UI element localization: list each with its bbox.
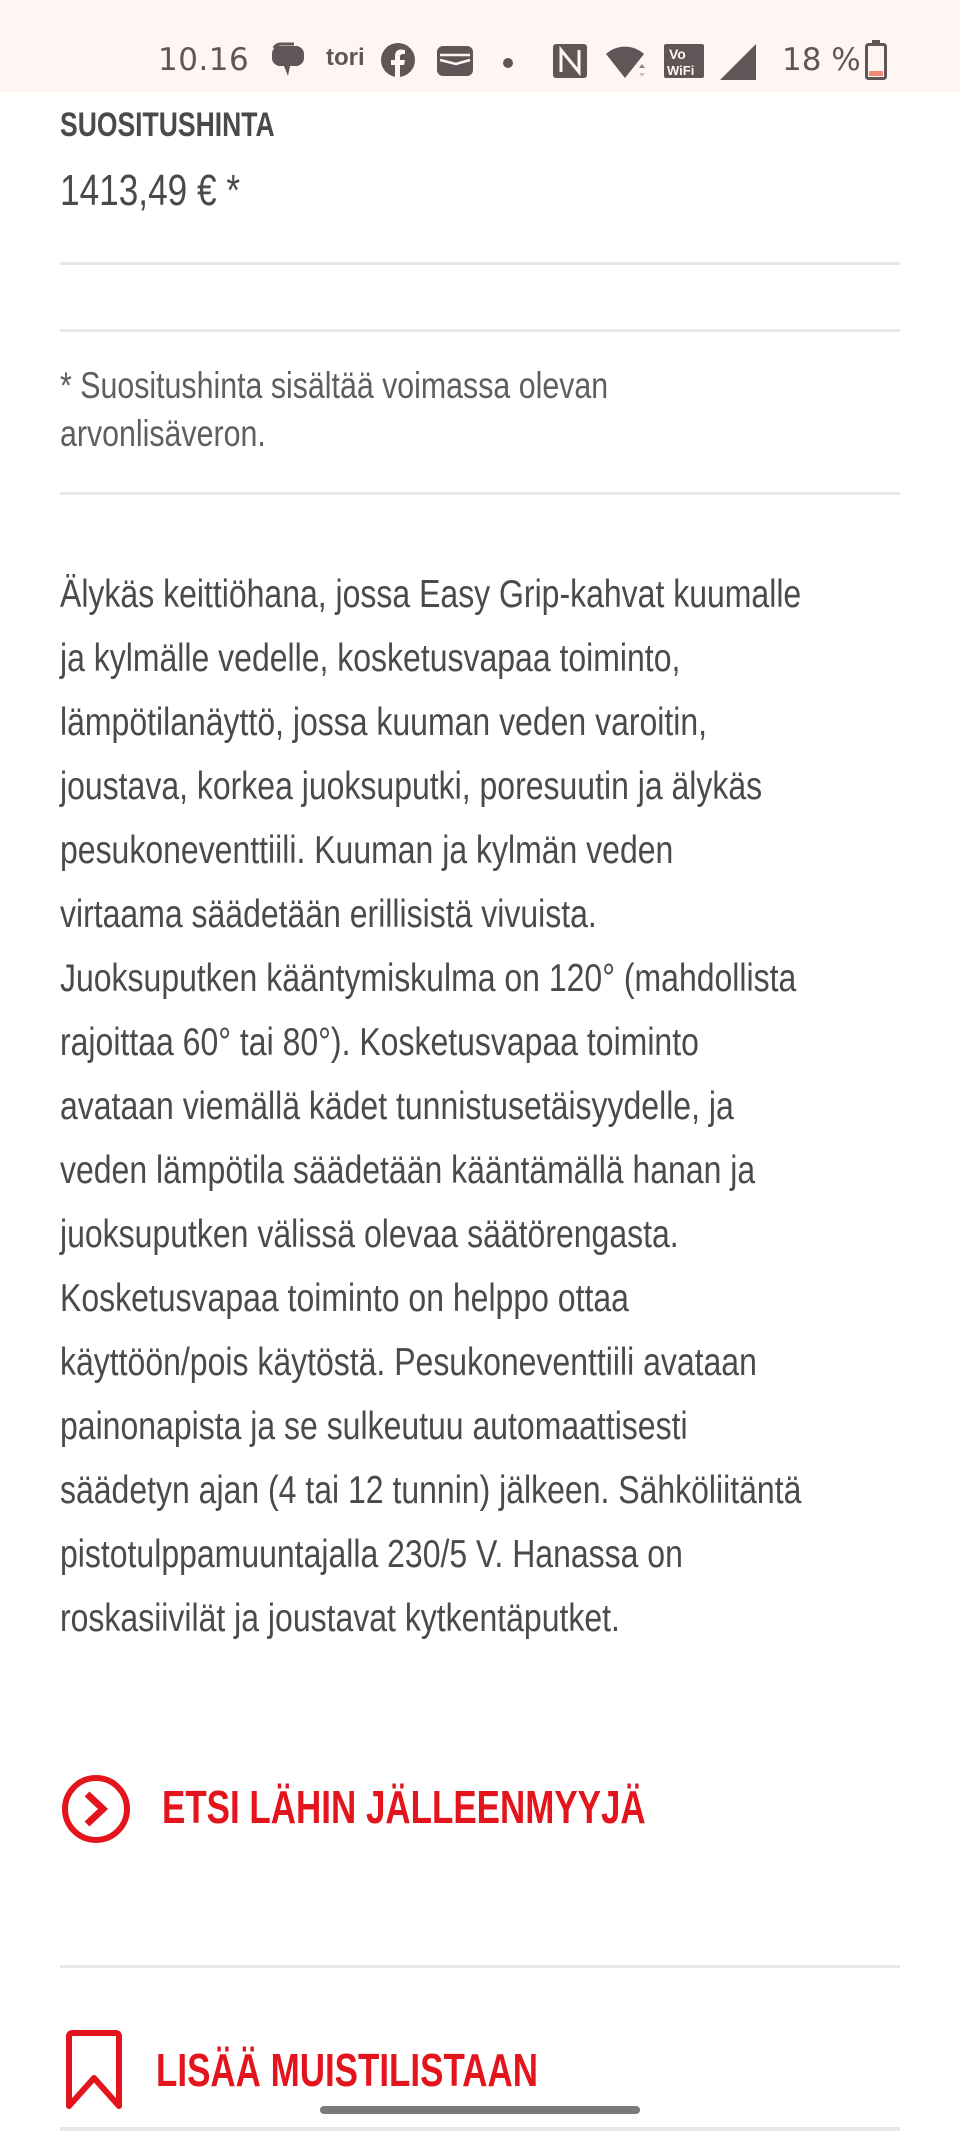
description-line: rajoittaa 60° tai 80°). Kosketusvapaa toiminto [60, 1021, 699, 1064]
recommended-price-label-text: SUOSITUSHINTA [60, 106, 275, 144]
description-line: virtaama säädetään erillisistä vivuista. [60, 893, 597, 936]
status-time: 10.16 [158, 42, 250, 78]
divider [60, 262, 900, 265]
recommended-price-value [60, 166, 285, 216]
chat-bubble-icon [270, 42, 306, 85]
more-dot-icon [502, 56, 514, 74]
vat-note-line: * Suositushinta sisältää voimassa olevan [60, 365, 609, 406]
cell-signal-icon [720, 44, 756, 85]
add-to-wishlist-text: LISÄÄ MUISTILISTAAN [156, 2044, 538, 2096]
description-line: pesukoneventtiili. Kuuman ja kylmän veden [60, 829, 674, 872]
nfc-icon [553, 44, 587, 83]
description-line: lämpötilanäyttö, jossa kuuman veden varoitin, [60, 701, 708, 744]
find-dealer-link[interactable] [60, 1773, 798, 1845]
description-line: käyttöön/pois käytöstä. Pesukoneventtiili avataan [60, 1341, 757, 1384]
divider [60, 2127, 900, 2131]
divider [60, 1965, 900, 1968]
gesture-nav-handle[interactable] [320, 2106, 640, 2114]
add-to-wishlist-link[interactable] [60, 2030, 659, 2110]
description-line: joustava, korkea juoksuputki, poresuutin ja älykäs [60, 765, 763, 808]
vowifi-icon [664, 44, 704, 83]
description-line: painonapista ja se sulkeutuu automaattisesti [60, 1405, 688, 1448]
wallet-icon [437, 46, 473, 81]
recommended-price-label [60, 106, 335, 145]
chevron-circle-icon [60, 1773, 132, 1845]
battery-icon [865, 40, 887, 85]
description-line: pistotulppamuuntajalla 230/5 V. Hanassa on [60, 1533, 683, 1576]
divider [60, 492, 900, 495]
svg-text:Vo: Vo [669, 46, 686, 62]
find-dealer-label [162, 1782, 798, 1836]
bookmark-icon [64, 2030, 126, 2110]
vat-note [60, 362, 728, 458]
description-line: juoksuputken välissä olevaa säätörengasta. [60, 1213, 679, 1256]
battery-percent: 18 % [782, 42, 861, 78]
tori-app-icon: tori [326, 44, 365, 71]
product-description [60, 563, 960, 1651]
price-text: 1413,49 € * [60, 166, 241, 215]
description-line: Kosketusvapaa toiminto on helppo ottaa [60, 1277, 629, 1320]
description-line: Älykäs keittiöhana, jossa Easy Grip-kahvat kuumalle [60, 573, 802, 616]
status-bar [0, 0, 960, 92]
description-line: Juoksuputken kääntymiskulma on 120° (mahdollista [60, 957, 797, 1000]
vat-note-line: arvonlisäveron. [60, 413, 266, 454]
facebook-icon [380, 42, 416, 83]
wifi-icon [604, 44, 646, 87]
description-line: ja kylmälle vedelle, kosketusvapaa toiminto, [60, 637, 681, 680]
add-to-wishlist-label [156, 2043, 659, 2097]
divider [60, 329, 900, 332]
description-line: roskasiivilät ja joustavat kytkentäputket. [60, 1597, 620, 1640]
description-line: avataan viemällä kädet tunnistusetäisyydelle, ja [60, 1085, 734, 1128]
find-dealer-text: ETSI LÄHIN JÄLLEENMYYJÄ [162, 1781, 646, 1833]
description-line: veden lämpötila säädetään kääntämällä hanan ja [60, 1149, 756, 1192]
svg-text:WiFi: WiFi [667, 63, 695, 78]
description-line: säädetyn ajan (4 tai 12 tunnin) jälkeen. Sähköliitäntä [60, 1469, 802, 1512]
